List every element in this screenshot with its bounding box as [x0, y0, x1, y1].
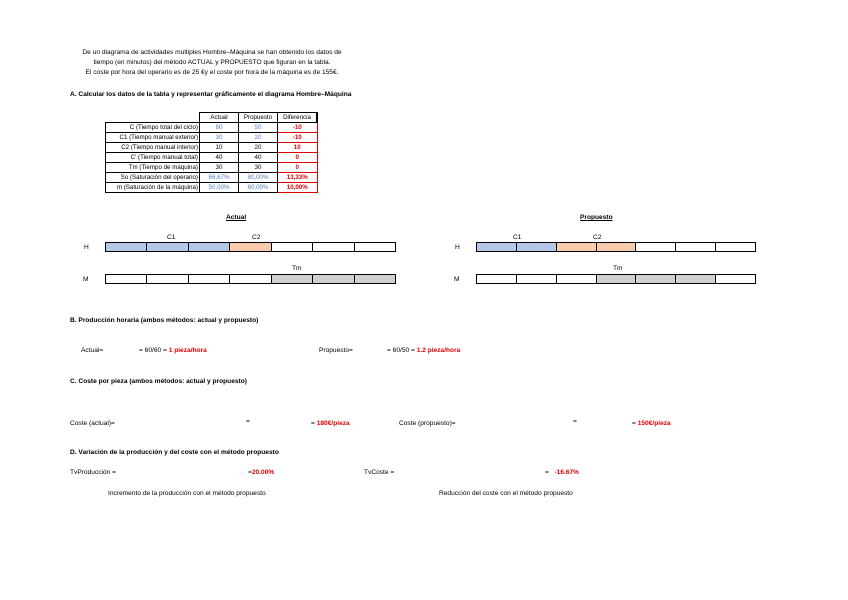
cell-diferencia: 0 — [278, 163, 318, 173]
chart-actual-h-bar — [105, 242, 396, 252]
chart-actual-c2-label: C2 — [252, 234, 261, 241]
variation-production-eq: = — [248, 469, 252, 476]
cell-actual: 66,67% — [200, 173, 239, 183]
row-label: Tm (Tiempo de máquina) — [106, 163, 200, 173]
table-row — [106, 123, 318, 133]
variation-cost-label: TvCoste = — [364, 469, 395, 476]
chart-actual-m-segment-5 — [272, 275, 313, 283]
table-row — [106, 163, 318, 173]
cell-actual: 50,00% — [200, 183, 239, 193]
cell-actual: 30 — [200, 163, 239, 173]
cell-propuesto: 30 — [239, 163, 278, 173]
production-propuesto-formula — [387, 347, 460, 354]
production-actual-label: Actual= — [81, 347, 104, 354]
section-c-title: C. Coste por pieza (ambos métodos: actual y propuesto) — [70, 378, 247, 385]
chart-propuesto-h-segment-6 — [676, 243, 716, 251]
header-propuesto: Propuesto — [239, 113, 278, 123]
variation-cost-value — [545, 469, 579, 476]
intro-line-3: El coste por hora del operario es de 25 €y el coste por hora de la máquina es de 155€. — [85, 69, 339, 76]
cell-diferencia: -10 — [278, 123, 318, 133]
chart-actual-c1-label: C1 — [167, 234, 176, 241]
variation-production-value — [248, 469, 274, 476]
cost-propuesto-eq: = — [573, 418, 577, 425]
cell-diferencia: 10 — [278, 143, 318, 153]
chart-propuesto-m-segment-5 — [636, 275, 676, 283]
cell-propuesto: 40 — [239, 153, 278, 163]
chart-actual-m-segment-4 — [230, 275, 271, 283]
chart-actual-h-label: H — [84, 244, 89, 251]
chart-actual-m-segment-6 — [313, 275, 354, 283]
intro-line-1: De un diagrama de actividades múltiples Hombre–Máquina se han obtenido los datos de — [82, 49, 342, 56]
cell-actual: 40 — [200, 153, 239, 163]
cell-propuesto: 80,00% — [239, 173, 278, 183]
chart-propuesto-h-segment-4 — [597, 243, 637, 251]
chart-propuesto-h-segment-1 — [477, 243, 517, 251]
cell-actual: 10 — [200, 143, 239, 153]
variation-production-result: 20.00% — [251, 469, 275, 476]
cell-propuesto: 20 — [239, 133, 278, 143]
chart-actual-h-segment-3 — [189, 243, 230, 251]
row-label: C1 (Tiempo manual exterior) — [106, 133, 200, 143]
cost-actual-result-line — [311, 420, 350, 427]
chart-actual-h-segment-7 — [355, 243, 395, 251]
variation-production-label: TvProducción = — [70, 469, 116, 476]
table-row — [106, 173, 318, 183]
intro-text — [0, 48, 424, 78]
chart-actual-title: Actual — [226, 214, 247, 221]
chart-propuesto-h-segment-3 — [557, 243, 597, 251]
chart-actual-tm-label: Tm — [292, 265, 302, 272]
chart-actual-m-segment-7 — [355, 275, 395, 283]
section-b-title: B. Producción horaria (ambos métodos: actual y propuesto) — [70, 317, 259, 324]
variation-cost-eq: = — [545, 469, 549, 476]
cost-propuesto-eq2: = — [632, 420, 636, 427]
cost-actual-label: Coste (actual)= — [70, 420, 115, 427]
production-actual-formula — [139, 347, 207, 354]
table-row — [106, 143, 318, 153]
chart-actual-m-segment-1 — [106, 275, 147, 283]
chart-actual-h-segment-2 — [147, 243, 188, 251]
cell-diferencia: -10 — [278, 133, 318, 143]
table-row — [106, 153, 318, 163]
chart-actual-h-segment-5 — [272, 243, 313, 251]
cost-propuesto-result: 150€/pieza — [637, 420, 671, 427]
chart-propuesto-m-label: M — [454, 276, 460, 283]
chart-propuesto-h-segment-5 — [636, 243, 676, 251]
chart-propuesto-h-segment-2 — [517, 243, 557, 251]
cell-propuesto: 50 — [239, 123, 278, 133]
table-row — [106, 133, 318, 143]
chart-propuesto-m-segment-6 — [676, 275, 716, 283]
chart-propuesto-h-segment-7 — [716, 243, 755, 251]
chart-propuesto-m-segment-2 — [517, 275, 557, 283]
header-diferencia: Diferencia — [278, 113, 318, 123]
row-label: C' (Tiempo manual total) — [106, 153, 200, 163]
chart-propuesto-m-segment-4 — [597, 275, 637, 283]
variation-cost-result: -16.67% — [554, 469, 579, 476]
chart-actual-h-segment-6 — [313, 243, 354, 251]
cell-propuesto: 60,00% — [239, 183, 278, 193]
row-label: C (Tiempo total del ciclo) — [106, 123, 200, 133]
row-label: So (Saturación del operario) — [106, 173, 200, 183]
cost-propuesto-result-line — [632, 420, 671, 427]
table-header-row — [106, 113, 318, 123]
chart-propuesto-tm-label: Tm — [613, 265, 623, 272]
chart-actual-h-segment-4 — [230, 243, 271, 251]
table-row — [106, 183, 318, 193]
chart-propuesto-c1-label: C1 — [513, 234, 522, 241]
cell-propuesto: 20 — [239, 143, 278, 153]
chart-actual-h-segment-1 — [106, 243, 147, 251]
intro-line-2: tiempo (en minutos) del método ACTUAL y PROPUESTO que figuran en la tabla. — [93, 59, 331, 66]
production-propuesto-result: 1.2 pieza/hora — [416, 347, 461, 354]
variation-cost-caption: Reducción del coste con el método propuesto — [439, 490, 573, 497]
chart-propuesto-m-segment-3 — [557, 275, 597, 283]
row-label: m (Saturación de la máquina) — [106, 183, 200, 193]
chart-propuesto-m-segment-1 — [477, 275, 517, 283]
variation-production-caption: Incremento de la producción con el método propuesto — [108, 490, 266, 497]
row-label: C2 (Tiempo manual interior) — [106, 143, 200, 153]
chart-propuesto-m-bar — [476, 274, 756, 284]
section-a-title: A. Calcular los datos de la tabla y representar gráficamente el diagrama Hombre–Máquina — [70, 91, 352, 98]
chart-actual-m-segment-3 — [189, 275, 230, 283]
header-actual: Actual — [200, 113, 239, 123]
cell-actual: 60 — [200, 123, 239, 133]
section-d-title: D. Variación de la producción y del coste con el método propuesto — [70, 449, 279, 456]
production-propuesto-label: Propuesto= — [319, 347, 353, 354]
chart-propuesto-m-segment-7 — [716, 275, 755, 283]
chart-propuesto-h-bar — [476, 242, 756, 252]
chart-propuesto-c2-label: C2 — [593, 234, 602, 241]
cost-actual-result: 180€/pieza — [316, 420, 350, 427]
cell-diferencia: 13,33% — [278, 173, 318, 183]
cost-propuesto-label: Coste (propuesto)= — [399, 420, 456, 427]
cell-actual: 30 — [200, 133, 239, 143]
production-actual-result: 1 pieza/hora — [168, 347, 207, 354]
chart-actual-m-label: M — [83, 276, 89, 283]
cell-diferencia: 0 — [278, 153, 318, 163]
production-propuesto-expr: = 60/50 = — [387, 347, 417, 354]
data-table — [105, 112, 318, 193]
chart-actual-m-bar — [105, 274, 396, 284]
cell-diferencia: 10,00% — [278, 183, 318, 193]
chart-propuesto-h-label: H — [455, 244, 460, 251]
chart-propuesto-title: Propuesto — [580, 214, 613, 221]
cost-actual-eq2: = — [311, 420, 315, 427]
chart-actual-m-segment-2 — [147, 275, 188, 283]
cost-actual-eq: = — [246, 418, 250, 425]
production-actual-expr: = 60/60 = — [139, 347, 169, 354]
